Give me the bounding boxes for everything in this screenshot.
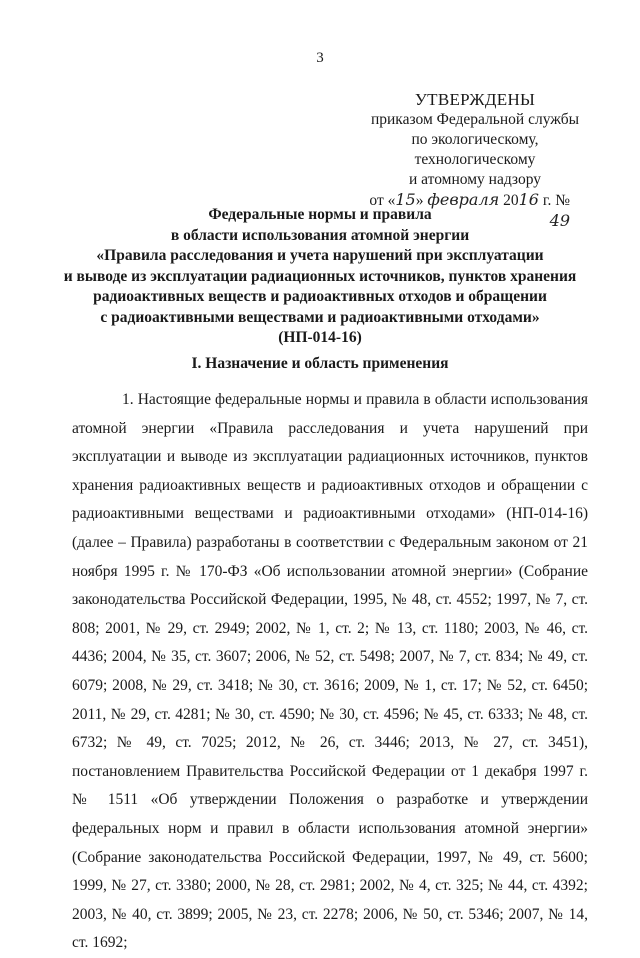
handwritten-month: февраля [427,190,500,209]
handwritten-year: 16 [518,190,539,209]
approval-stamp: УТВЕРЖДЕНЫ [414,90,536,109]
title-line: в области использования атомной энергии [170,226,470,244]
paragraph-1: 1. Настоящие федеральные нормы и правила в области использования атомной энергии «Правила расследования и учета нарушений при эксплуатации и выводе из эксплуатации радиационных источников, пунктов хранения радиоактивных веществ и радиоактивных отходов и обращении с радиоактивными веществами и радиоактивными отходами» (НП-014-16) (далее – Правила) разработаны в соответствии с Федеральным законом от 21 ноября 1995 г. № 170-ФЗ «Об использовании атомной энергии» (Собрание законодательства Российской Федерации, 1995, № 48, ст. 4552; 1997, № 7, ст. 808; 2001, № 29, ст. 2949; 2002, № 1, ст. 2; № 13, ст. 1180; 2003, № 46, ст. 4436; 2004, № 35, ст. 3607; 2006, № 52, ст. 5498; 2007, № 7, ст. 834; № 49, ст. 6079; 2008, № 29, ст. 3418; № 30, ст. 3616; 2009, № 1, ст. 17; № 52, ст. 6450; 2011, № 29, ст. 4281; № 30, ст. 4590; № 30, ст. 4596; № 45, ст. 6333; № 48, ст. 6732; № 49, ст. 7025; 2012, № 26, ст. 3446; 2013, № 27, ст. 3451), постановлением Правительства Российской Федерации от 1 декабря 1997 г. № 1511 «Об утверждении Положения о разработке и утверждении федеральных норм и правил в области использования атомной энергии» (Собрание законодательства Российской Федерации, 1997, № 49, ст. 5600; 1999, № 27, ст. 3380; 2000, № 28, ст. 2981; 2002, № 4, ст. 325; № 44, ст. 4392; 2003, № 40, ст. 3899; 2005, № 23, ст. 2278; 2006, № 50, ст. 5346; 2007, № 14, ст. 1692; [72,391,588,952]
page-number: 3 [316,50,324,66]
date-separator: » [415,192,428,209]
handwritten-order-number: 49 [549,211,570,230]
handwritten-day: 15 [395,190,416,209]
document-title [60,205,580,349]
title-code: (НП-014-16) [278,329,362,346]
title-line: «Правила расследования и учета нарушений при эксплуатации [96,247,544,264]
title-line: радиоактивных веществ и радиоактивных отходов и обращении [93,288,547,305]
approval-line: и атомному надзору [409,171,541,188]
date-number-label: г. № [538,192,570,209]
section-heading: I. Назначение и область применения [191,355,449,372]
approval-line: по экологическому, технологическому [411,131,539,168]
date-prefix: от « [369,192,396,209]
approval-line: приказом Федеральной службы [370,111,580,128]
date-year-prefix: 20 [499,192,519,209]
title-line: и выводе из эксплуатации радиационных источников, пунктов хранения [63,267,577,285]
title-line: Федеральные нормы и правила [208,206,432,223]
title-line: с радиоактивными веществами и радиоактивными отходами» [100,308,540,326]
